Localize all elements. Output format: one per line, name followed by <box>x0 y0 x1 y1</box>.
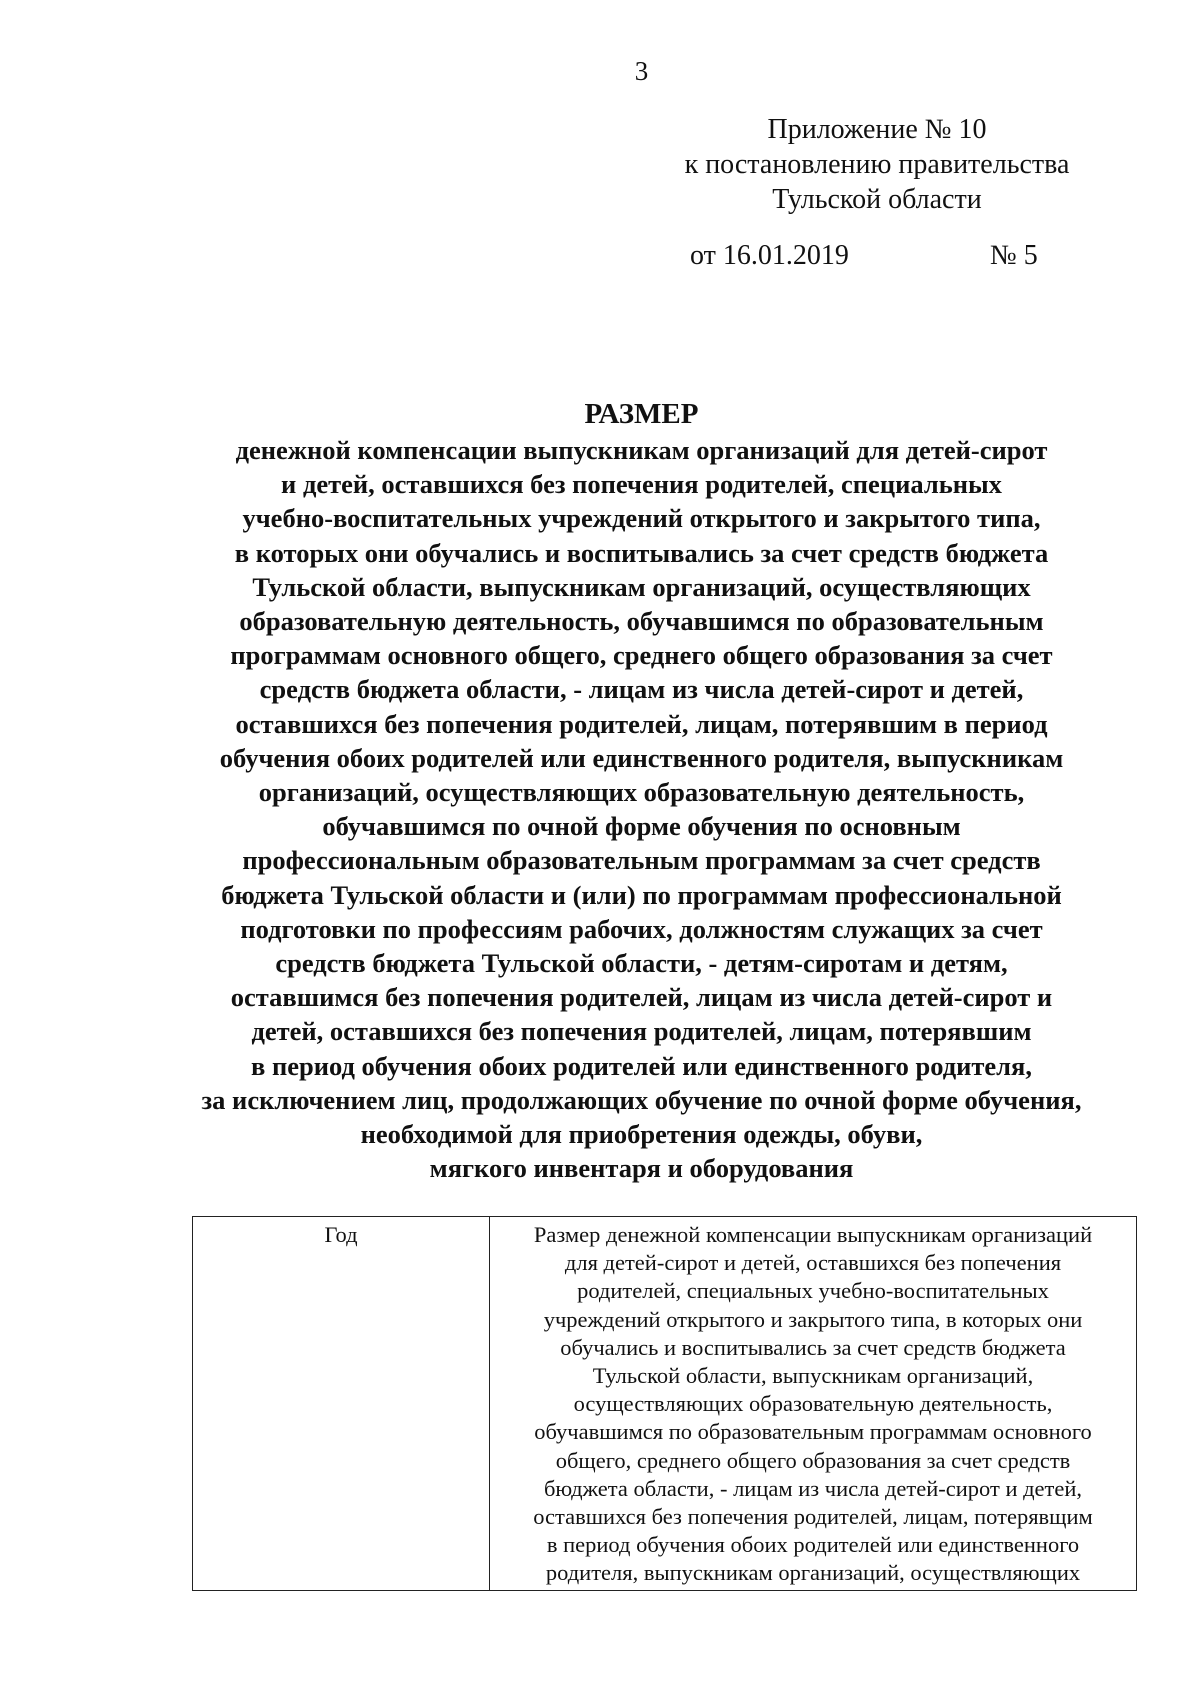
document-number: № 5 <box>990 240 1038 271</box>
heading-title: РАЗМЕР <box>584 398 699 430</box>
year-column-header: Год <box>193 1217 490 1591</box>
appendix-title: Приложение № 10 <box>767 114 987 145</box>
amount-column-header: Размер денежной компенсации выпускникам организаций для детей-сирот и детей, оставшихся без попечения родителей, специальных учебно-воспитательных учреждений открытого и закрытого типа, в которых они обучались и воспитывались за счет средств бюджета Тульской области, выпускникам организаций, осуществляющих образовательную деятельность, обучавшимся по образовательным программам основного общего, среднего общего образования за счет средств бюджета области, - лицам из числа детей-сирот и детей, оставшихся без попечения родителей, лицам, потерявщим в период обучения обоих родителей или единственного родителя, выпускникам организаций, осуществляющих <box>490 1217 1137 1591</box>
compensation-table <box>192 1216 1137 1591</box>
page-number: 3 <box>634 56 649 86</box>
appendix-region: Тульской области <box>772 184 982 215</box>
document-heading <box>150 396 1133 1185</box>
appendix-block <box>676 112 1078 217</box>
document-date-line <box>690 240 1050 272</box>
appendix-reference: к постановлению правительства <box>684 149 1070 180</box>
document-date: от 16.01.2019 <box>690 240 849 271</box>
heading-body: денежной компенсации выпускникам организаций для детей-сирот и детей, оставшихся без попечения родителей, специальных учебно-воспитательных учреждений открытого и закрытого типа, в которых они обучались и воспитывались за счет средств бюджета Тульской области, выпускникам организаций, осуществляющих образовательную деятельность, обучавшимся по образовательным программам основного общего, среднего общего образования за счет средств бюджета области, - лицам из числа детей-сирот и детей, оставшихся без попечения родителей, лицам, потерявшим в период обучения обоих родителей или единственного родителя, выпускникам организаций, осуществляющих образовательную деятельность, обучавшимся по очной форме обучения по основным профессиональным образовательным программам за счет средств бюджета Тульской области и (или) по программам профессиональной подготовки по профессиям рабочих, должностям служащих за счет средств бюджета Тульской области, - детям-сиротам и детям, оставшимся без попечения родителей, лицам из числа детей-сирот и детей, оставшихся без попечения родителей, лицам, потерявшим в период обучения обоих родителей или единственного родителя, за исключением лиц, продолжающих обучение по очной форме обучения, необходимой для приобретения одежды, обуви, мягкого инвентаря и оборудования <box>201 435 1082 1184</box>
table-header-row <box>193 1217 1137 1591</box>
